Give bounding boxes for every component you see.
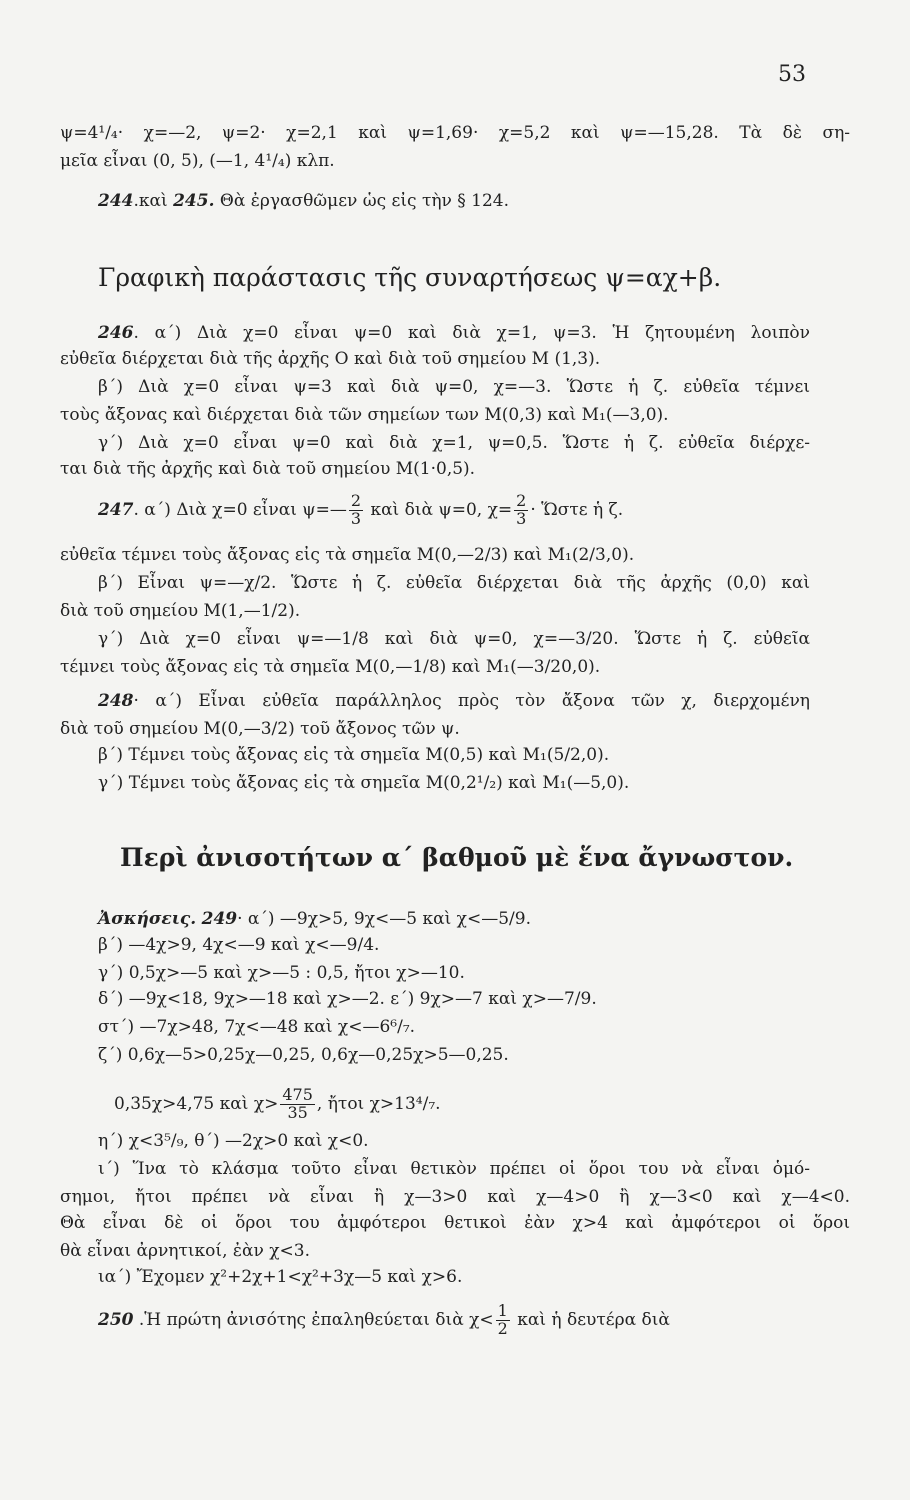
text-line: μεῖα εἶναι (0, 5), (—1, 4¹/₄) κλπ. xyxy=(60,151,335,171)
exercise-number: 246 xyxy=(98,323,134,343)
fraction-numerator: 2 xyxy=(350,491,362,511)
text-fragment: , ἤτοι χ>13⁴/₇. xyxy=(316,1094,441,1114)
text-line xyxy=(98,188,509,214)
text-line: διὰ τοῦ σημείου Μ(0,—3/2) τοῦ ἄξονος τῶν ψ. xyxy=(60,719,460,739)
fraction-denominator: 35 xyxy=(287,1103,308,1122)
exercise-number: 248 xyxy=(98,691,134,711)
text-line: στ΄) —7χ>48, 7χ<—48 καὶ χ<—6⁶/₇. xyxy=(98,1017,416,1037)
text-fragment: . α΄) Διὰ χ=0 εἶναι ψ=0 καὶ διὰ χ=1, ψ=3. Ἡ ζητουμένη λοιπὸν xyxy=(133,323,810,343)
text-line xyxy=(98,1300,810,1340)
text-line xyxy=(98,490,810,530)
fraction-numerator: 2 xyxy=(516,491,527,511)
text-line: η΄) χ<3⁵/₉, θ΄) —2χ>0 καὶ χ<0. xyxy=(98,1131,369,1151)
text-line: ται διὰ τῆς ἀρχῆς καὶ διὰ τοῦ σημείου Μ(1·0,5). xyxy=(60,459,476,479)
fraction-numerator: 1 xyxy=(497,1301,508,1321)
fraction-denominator: 3 xyxy=(516,509,527,528)
text-line xyxy=(114,1084,441,1124)
page-number: 53 xyxy=(778,62,806,87)
text-line xyxy=(98,688,810,714)
text-line: γ΄) Διὰ χ=0 εἶναι ψ=0 καὶ διὰ χ=1, ψ=0,5. Ὥστε ἡ ζ. εὐθεῖα διέρχε- xyxy=(98,433,810,453)
text-line: Θὰ εἶναι δὲ οἱ ὅροι του ἀμφότεροι θετικοὶ ἐὰν χ>4 καὶ ἀμφότεροι οἱ ὅροι xyxy=(60,1213,850,1233)
text-line: β΄) Διὰ χ=0 εἶναι ψ=3 καὶ διὰ ψ=0, χ=—3. Ὥστε ἡ ζ. εὐθεῖα τέμνει xyxy=(98,377,810,397)
text-fragment: .καὶ xyxy=(133,191,174,211)
text-fragment: καὶ ἡ δευτέρα διὰ xyxy=(511,1310,670,1330)
fraction xyxy=(280,1087,315,1122)
text-line: γ΄) Τέμνει τοὺς ἄξονας εἰς τὰ σημεῖα Μ(0,2¹/₂) καὶ Μ₁(—5,0). xyxy=(98,773,630,793)
fraction xyxy=(496,1303,510,1338)
text-line: ια΄) Ἔχομεν χ²+2χ+1<χ²+3χ—5 καὶ χ>6. xyxy=(98,1267,463,1287)
exercise-number: 247 xyxy=(98,500,134,520)
text-fragment: · α΄) Εἶναι εὐθεῖα παράλληλος πρὸς τὸν ἄξονα τῶν χ, διερχομένη xyxy=(133,691,810,711)
text-line: β΄) Τέμνει τοὺς ἄξονας εἰς τὰ σημεῖα Μ(0,5) καὶ Μ₁(5/2,0). xyxy=(98,745,610,765)
exercise-number: 250 xyxy=(98,1310,134,1330)
text-line: σημοι, ἤτοι πρέπει νὰ εἶναι ἢ χ—3>0 καὶ χ—4>0 ἢ χ—3<0 καὶ χ—4<0. xyxy=(60,1187,850,1207)
text-fragment: · Ὥστε ἡ ζ. xyxy=(530,500,624,520)
text-fragment: 0,35χ>4,75 καὶ χ> xyxy=(114,1094,279,1114)
section-heading: Περὶ ἀνισοτήτων α΄ βαθμοῦ μὲ ἕνα ἄγνωστον. xyxy=(120,843,794,872)
text-line: θὰ εἶναι ἀρνητικοί, ἐὰν χ<3. xyxy=(60,1241,310,1261)
fraction xyxy=(349,493,363,528)
text-line: διὰ τοῦ σημείου Μ(1,—1/2). xyxy=(60,601,301,621)
fraction-denominator: 2 xyxy=(497,1319,508,1338)
text-line: ψ=4¹/₄· χ=—2, ψ=2· χ=2,1 καὶ ψ=1,69· χ=5,2 καὶ ψ=—15,28. Τὰ δὲ ση- xyxy=(60,123,850,143)
text-line: ι΄) Ἵνα τὸ κλάσμα τοῦτο εἶναι θετικὸν πρέπει οἱ ὅροι του νὰ εἶναι ὁμό- xyxy=(98,1159,810,1179)
text-line: ζ΄) 0,6χ—5>0,25χ—0,25, 0,6χ—0,25χ>5—0,25. xyxy=(98,1045,509,1065)
fraction xyxy=(514,493,528,528)
text-fragment: .Ἡ πρώτη ἀνισότης ἐπαληθεύεται διὰ χ< xyxy=(133,1310,494,1330)
text-fragment: Θὰ ἐργασθῶμεν ὡς εἰς τὴν § 124. xyxy=(214,191,510,211)
text-fragment: . α΄) Διὰ χ=0 εἶναι ψ=— xyxy=(133,500,347,520)
exercises-label: Ἀσκήσεις. xyxy=(98,909,197,929)
text-line: τοὺς ἄξονας καὶ διέρχεται διὰ τῶν σημείων των Μ(0,3) καὶ Μ₁(—3,0). xyxy=(60,405,669,425)
text-fragment: καὶ διὰ ψ=0, χ= xyxy=(365,500,513,520)
text-line: γ΄) 0,5χ>—5 καὶ χ>—5 : 0,5, ἤτοι χ>—10. xyxy=(98,963,465,983)
text-line: γ΄) Διὰ χ=0 εἶναι ψ=—1/8 καὶ διὰ ψ=0, χ=—3/20. Ὥστε ἡ ζ. εὐθεῖα xyxy=(98,629,810,649)
text-line: β΄) Εἶναι ψ=—χ/2. Ὥστε ἡ ζ. εὐθεῖα διέρχεται διὰ τῆς ἀρχῆς (0,0) καὶ xyxy=(98,573,810,593)
exercise-number: 245. xyxy=(173,191,215,211)
text-line: δ΄) —9χ<18, 9χ>—18 καὶ χ>—2. ε΄) 9χ>—7 καὶ χ>—7/9. xyxy=(98,989,597,1009)
text-line xyxy=(98,320,810,346)
text-line: εὐθεῖα διέρχεται διὰ τῆς ἀρχῆς Ο καὶ διὰ τοῦ σημείου Μ (1,3). xyxy=(60,349,601,369)
exercise-number: 244 xyxy=(98,191,134,211)
text-line: εὐθεῖα τέμνει τοὺς ἄξονας εἰς τὰ σημεῖα Μ(0,—2/3) καὶ Μ₁(2/3,0). xyxy=(60,545,635,565)
section-heading: Γραφικὴ παράστασις τῆς συναρτήσεως ψ=αχ+β. xyxy=(98,263,722,292)
text-fragment: · α΄) —9χ>5, 9χ<—5 καὶ χ<—5/9. xyxy=(237,909,531,929)
text-line: τέμνει τοὺς ἄξονας εἰς τὰ σημεῖα Μ(0,—1/8) καὶ Μ₁(—3/20,0). xyxy=(60,657,601,677)
text-line xyxy=(98,906,810,932)
text-line: β΄) —4χ>9, 4χ<—9 καὶ χ<—9/4. xyxy=(98,935,380,955)
fraction-numerator: 475 xyxy=(282,1085,313,1105)
fraction-denominator: 3 xyxy=(350,509,362,528)
exercise-number: 249 xyxy=(201,909,238,929)
